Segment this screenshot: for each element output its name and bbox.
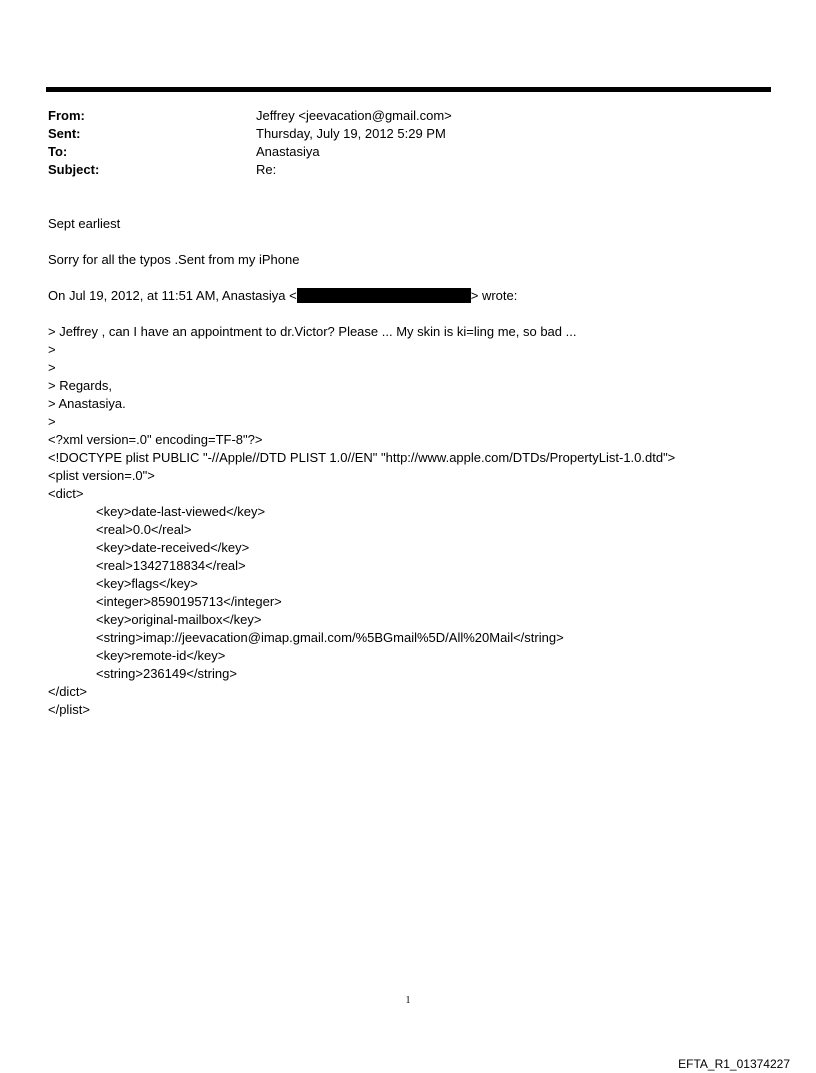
quoted-line: > Jeffrey , can I have an appointment to dr.Victor? Please ... My skin is ki=ling me, so bad ... — [48, 324, 577, 339]
sent-value: Thursday, July 19, 2012 5:29 PM — [256, 126, 446, 141]
plist-entry: <real>1342718834</real> — [96, 558, 246, 573]
to-value: Anastasiya — [256, 144, 320, 159]
plist-entry: <integer>8590195713</integer> — [96, 594, 282, 609]
quoted-line: > — [48, 342, 56, 357]
quoted-line: > — [48, 360, 56, 375]
quoted-line: > — [48, 414, 56, 429]
header-divider — [46, 87, 771, 92]
plist-entry: <string>imap://jeevacation@imap.gmail.com/%5BGmail%5D/All%20Mail</string> — [96, 630, 564, 645]
plist-entry: <real>0.0</real> — [96, 522, 192, 537]
plist-entry: <key>date-last-viewed</key> — [96, 504, 266, 519]
reply-text: Sept earliest — [48, 216, 121, 231]
sent-label: Sent: — [48, 126, 81, 141]
from-value: Jeffrey <jeevacation@gmail.com> — [256, 108, 452, 123]
quote-intro-before: On Jul 19, 2012, at 11:51 AM, Anastasiya < — [48, 288, 297, 303]
plist-entry: <key>remote-id</key> — [96, 648, 226, 663]
quoted-line: > Anastasiya. — [48, 396, 126, 411]
from-label: From: — [48, 108, 85, 123]
document-id: EFTA_R1_01374227 — [678, 1057, 790, 1071]
subject-label: Subject: — [48, 162, 100, 177]
subject-value: Re: — [256, 162, 277, 177]
doctype-line: <!DOCTYPE plist PUBLIC "-//Apple//DTD PLIST 1.0//EN" "http://www.apple.com/DTDs/PropertyList-1.0.dtd"> — [48, 450, 676, 465]
quote-intro-after: > wrote: — [470, 288, 518, 303]
plist-close: </plist> — [48, 702, 90, 717]
quoted-line: > Regards, — [48, 378, 112, 393]
redaction-box — [297, 288, 471, 303]
signature-text: Sorry for all the typos .Sent from my iPhone — [48, 252, 300, 267]
xml-declaration: <?xml version=.0" encoding=TF-8"?> — [48, 432, 263, 447]
dict-open: <dict> — [48, 486, 84, 501]
plist-open: <plist version=.0"> — [48, 468, 155, 483]
plist-entry: <key>original-mailbox</key> — [96, 612, 262, 627]
plist-entry: <string>236149</string> — [96, 666, 237, 681]
quote-intro — [48, 287, 517, 305]
plist-entry: <key>flags</key> — [96, 576, 198, 591]
page-number: 1 — [405, 995, 411, 1006]
plist-entry: <key>date-received</key> — [96, 540, 250, 555]
to-label: To: — [48, 144, 68, 159]
dict-close: </dict> — [48, 684, 88, 699]
